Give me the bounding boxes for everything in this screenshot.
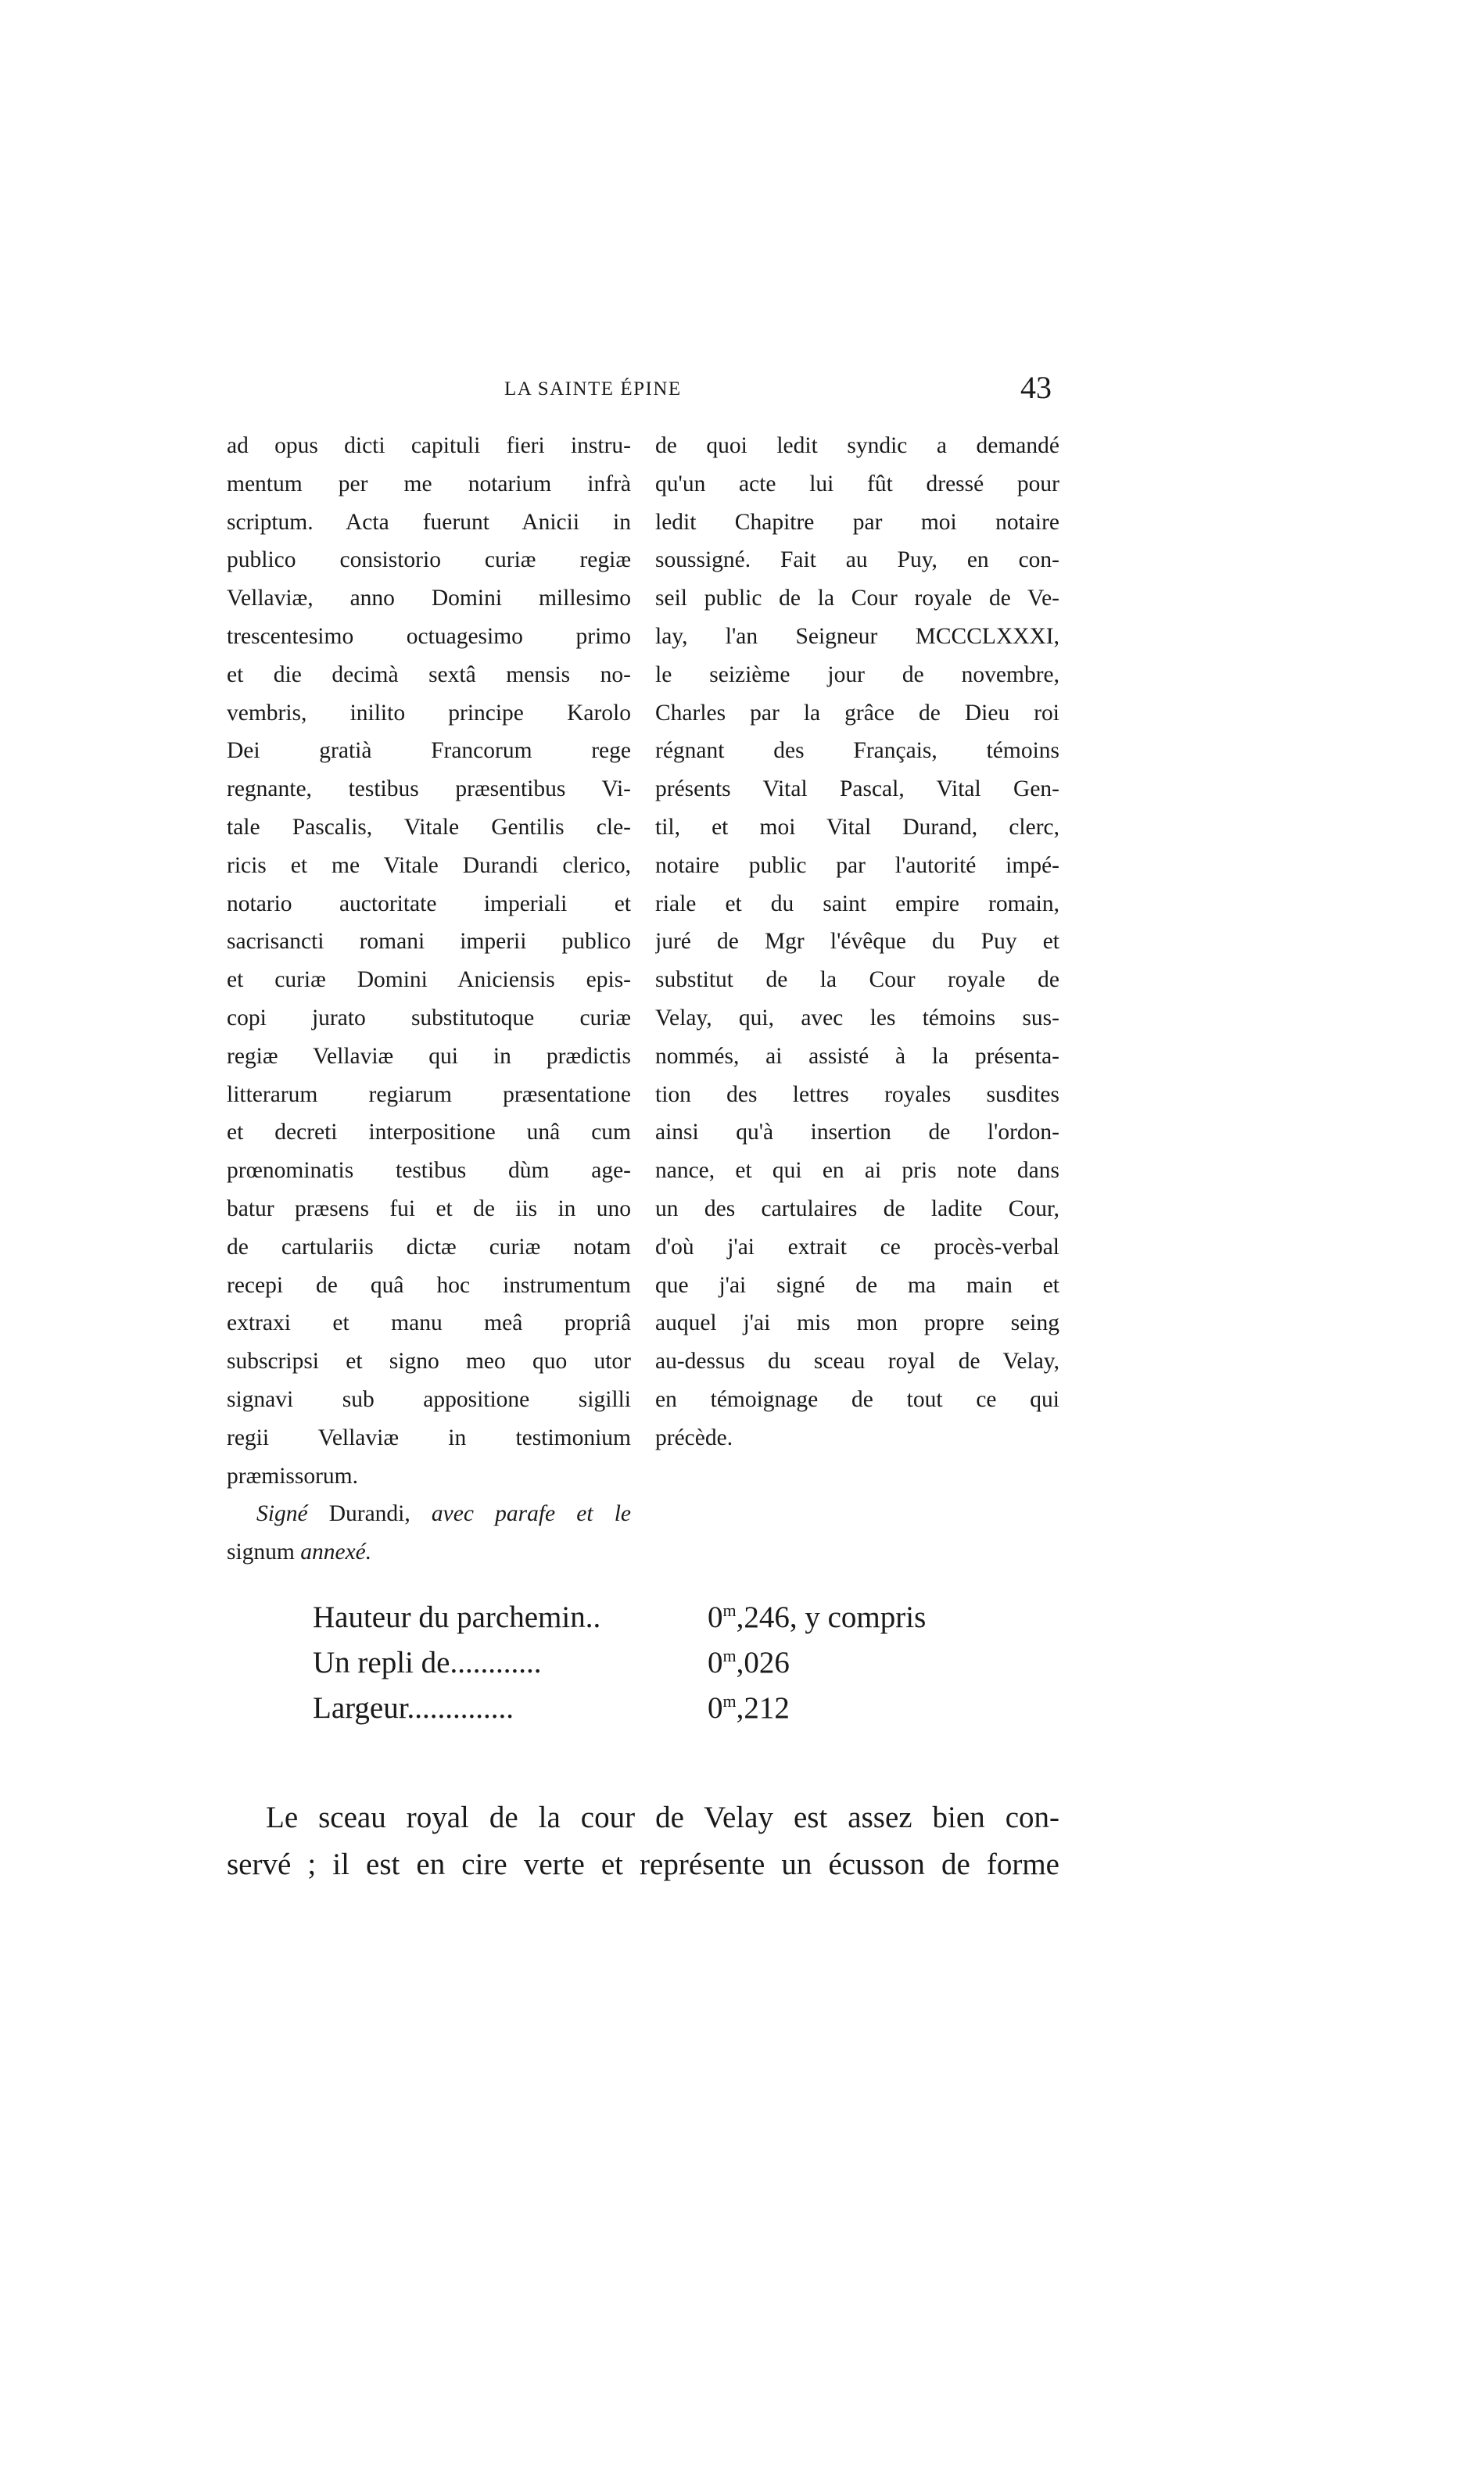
- measurement-width: [313, 1686, 1016, 1731]
- text-line: que j'ai signé de ma main et: [655, 1272, 1059, 1298]
- text-line: riale et du saint empire romain,: [655, 891, 1059, 916]
- value-number: 0: [708, 1646, 723, 1679]
- text-line: signavi sub appositione sigilli: [227, 1386, 631, 1412]
- signature-line-2: [227, 1533, 631, 1572]
- text-line: lay, l'an Seigneur MCCCLXXXI,: [655, 623, 1059, 649]
- text-line: Charles par la grâce de Dieu roi: [655, 700, 1059, 726]
- text-line: ainsi qu'à insertion de l'ordon-: [655, 1120, 1059, 1145]
- text-line: Dei gratià Francorum rege: [227, 738, 631, 764]
- paragraph-line: servé ; il est en cire verte et représente un écusson de forme: [227, 1848, 1059, 1881]
- text-line: publico consistorio curiæ regiæ: [227, 547, 631, 573]
- text-line: ad opus dicti capituli fieri instru-: [227, 433, 631, 458]
- text-line: et curiæ Domini Aniciensis epis-: [227, 967, 631, 993]
- signature-signe: Signé: [256, 1501, 308, 1527]
- measurement-label: Hauteur du parchemin..: [313, 1600, 601, 1634]
- value-rest: ,246, y compris: [736, 1600, 927, 1634]
- text-line: un des cartulaires de ladite Cour,: [655, 1195, 1059, 1221]
- signum-word: signum: [227, 1540, 301, 1565]
- text-line: til, et moi Vital Durand, clerc,: [655, 814, 1059, 840]
- measurement-value: [708, 1595, 926, 1640]
- signature-name: Durandi,: [307, 1501, 410, 1527]
- text-line: et die decimà sextâ mensis no-: [227, 661, 631, 687]
- text-line: Vellaviæ, anno Domini millesimo: [227, 586, 631, 611]
- measurement-height: [313, 1595, 1016, 1640]
- text-line: nommés, ai assisté à la présenta-: [655, 1043, 1059, 1069]
- signature-note: avec parafe et le: [410, 1501, 631, 1527]
- measurement-value: [708, 1686, 790, 1731]
- paragraph-line: Le sceau royal de la cour de Velay est assez bien con-: [266, 1801, 1059, 1834]
- text-line: de quoi ledit syndic a demandé: [655, 433, 1059, 458]
- text-line: regiæ Vellaviæ qui in prædictis: [227, 1043, 631, 1069]
- text-line: sacrisancti romani imperii publico: [227, 929, 631, 955]
- text-line: regii Vellaviæ in testimonium: [227, 1425, 631, 1450]
- text-line: mentum per me notarium infrà: [227, 471, 631, 496]
- text-line: litterarum regiarum præsentatione: [227, 1081, 631, 1107]
- text-line: subscripsi et signo meo quo utor: [227, 1349, 631, 1375]
- latin-column: [227, 427, 631, 1572]
- measurement-value: [708, 1640, 790, 1686]
- text-line: de cartulariis dictæ curiæ notam: [227, 1234, 631, 1260]
- text-line: juré de Mgr l'évêque du Puy et: [655, 929, 1059, 955]
- text-line: trescentesimo octuagesimo primo: [227, 623, 631, 649]
- running-title: LA SAINTE ÉPINE: [504, 378, 682, 400]
- value-unit: m: [722, 1646, 737, 1665]
- annexe-word: annexé.: [300, 1540, 372, 1565]
- value-unit: m: [722, 1691, 737, 1711]
- value-rest: ,212: [736, 1691, 790, 1725]
- text-line: vembris, inilito principe Karolo: [227, 700, 631, 726]
- page-number: 43: [1020, 370, 1052, 405]
- text-line: nance, et qui en ai pris note dans: [655, 1158, 1059, 1184]
- running-head: [227, 370, 1059, 405]
- text-line: régnant des Français, témoins: [655, 738, 1059, 764]
- text-line: batur præsens fui et de iis in uno: [227, 1195, 631, 1221]
- text-line: auquel j'ai mis mon propre seing: [655, 1310, 1059, 1336]
- text-line: qu'un acte lui fût dressé pour: [655, 471, 1059, 496]
- text-line: ricis et me Vitale Durandi clerico,: [227, 852, 631, 878]
- text-line: en témoignage de tout ce qui: [655, 1386, 1059, 1412]
- text-line: notario auctoritate imperiali et: [227, 891, 631, 916]
- text-line: tion des lettres royales susdites: [655, 1081, 1059, 1107]
- text-line: copi jurato substitutoque curiæ: [227, 1005, 631, 1031]
- measurement-fold: [313, 1640, 1016, 1686]
- measurement-label: Largeur..............: [313, 1691, 514, 1725]
- value-number: 0: [708, 1691, 723, 1725]
- text-line: præmissorum.: [227, 1463, 358, 1489]
- text-line: prœnominatis testibus dùm age-: [227, 1158, 631, 1184]
- text-line: Velay, qui, avec les témoins sus-: [655, 1005, 1059, 1031]
- value-unit: m: [722, 1600, 737, 1620]
- text-line: scriptum. Acta fuerunt Anicii in: [227, 509, 631, 535]
- text-line: présents Vital Pascal, Vital Gen-: [655, 776, 1059, 802]
- text-line: et decreti interpositione unâ cum: [227, 1120, 631, 1145]
- text-line: recepi de quâ hoc instrumentum: [227, 1272, 631, 1298]
- text-line: au-dessus du sceau royal de Velay,: [655, 1349, 1059, 1375]
- value-number: 0: [708, 1600, 723, 1634]
- value-rest: ,026: [736, 1646, 790, 1679]
- signature-line: [227, 1495, 631, 1533]
- text-line: seil public de la Cour royale de Ve-: [655, 586, 1059, 611]
- text-line: d'où j'ai extrait ce procès-verbal: [655, 1234, 1059, 1260]
- text-line: notaire public par l'autorité impé-: [655, 852, 1059, 878]
- parchment-measurements: [313, 1595, 1016, 1731]
- text-line: précède.: [655, 1425, 733, 1450]
- text-line: soussigné. Fait au Puy, en con-: [655, 547, 1059, 573]
- seal-description-paragraph: [227, 1794, 1059, 1888]
- text-line: le seizième jour de novembre,: [655, 661, 1059, 687]
- text-line: regnante, testibus præsentibus Vi-: [227, 776, 631, 802]
- french-column: [655, 427, 1059, 1457]
- measurement-label: Un repli de............: [313, 1646, 542, 1679]
- text-line: extraxi et manu meâ propriâ: [227, 1310, 631, 1336]
- text-line: tale Pascalis, Vitale Gentilis cle-: [227, 814, 631, 840]
- text-line: substitut de la Cour royale de: [655, 967, 1059, 993]
- text-line: ledit Chapitre par moi notaire: [655, 509, 1059, 535]
